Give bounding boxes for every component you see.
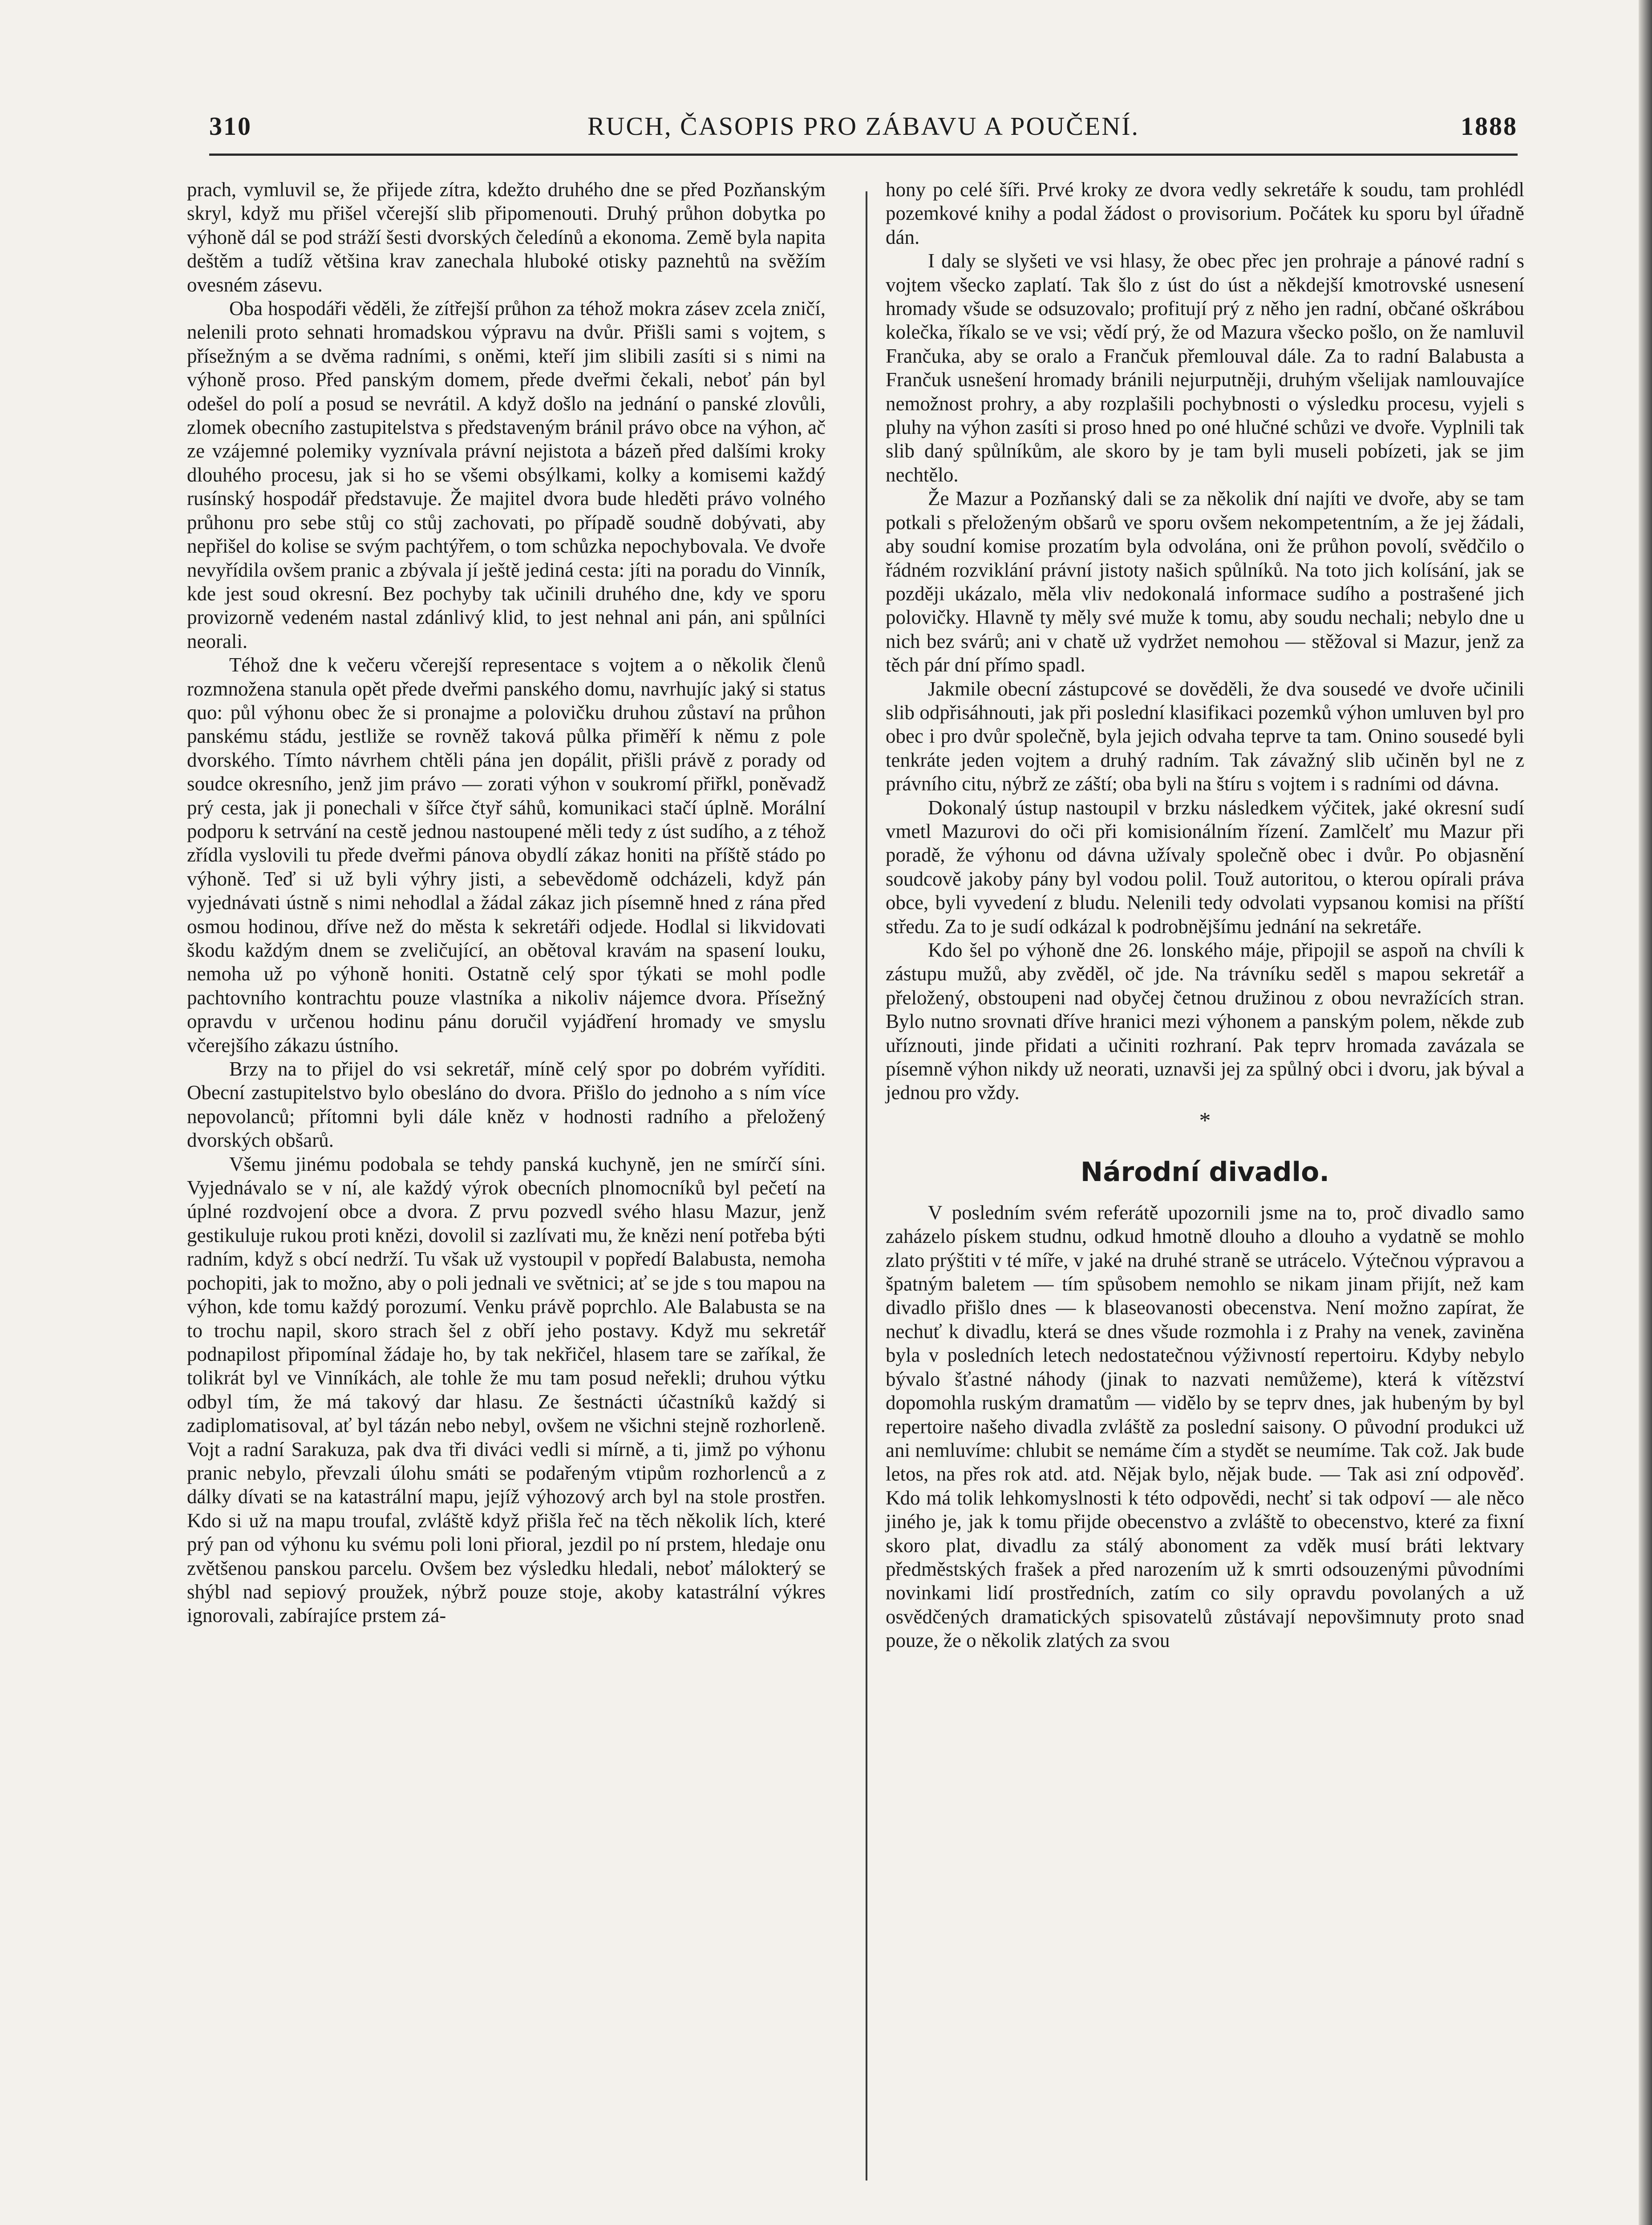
right-column: [886, 178, 1524, 1653]
section-separator-asterisk: *: [1199, 1108, 1211, 1133]
column-divider: [866, 191, 867, 2180]
paragraph: Kdo šel po výhoně dne 26. lonského máje, připojil se aspoň na chvíli k zástupu mužů, aby zvěděl, oč jde. Na trávníku seděl s mapou sekretář a přeložený, obstoupeni nad obyčej četnou družinou z obou nevražících stran. Bylo nutno srovnati dříve hranici mezi výhonem a panským polem, někde zub uříznouti, jinde přidati a učiniti rozhraní. Pak teprv hromada zavázala se písemně výhon nikdy už neorati, uznavši jej za spůlný obci i dvoru, jak býval a jednou pro vždy.: [886, 939, 1524, 1104]
page-number: 310: [209, 112, 252, 141]
publication-year: 1888: [1461, 112, 1518, 141]
page-edge-shadow: [1639, 0, 1652, 2225]
header-rule: [209, 154, 1518, 156]
paragraph: Jakmile obecní zástupcové se dověděli, že dva sousedé ve dvoře učinili slib odpřisáhnouti, jak při poslední klasifikaci pozemků výhon umluven byl pro obec i pro dvůr společně, byla jejich odvaha teprve ta tam. Onino sousedé byli tenkráte jeden vojtem a druhý radním. Tak závažný slib učiněn byl ne z právního citu, nýbrž ze záští; oba byli na štíru s vojtem i s radními od dávna.: [886, 677, 1524, 795]
paragraph: Brzy na to přijel do vsi sekretář, míně celý spor po dobrém vyříditi. Obecní zastupitelstvo bylo obesláno do dvora. Přišlo do jednoho a s ním více nepovolanců; přítomni byli dále kněz v hodnosti radního a přeložený dvorských obšarů.: [187, 1058, 826, 1152]
paragraph: I daly se slyšeti ve vsi hlasy, že obec přec jen prohraje a pánové radní s vojtem všecko zaplatí. Tak šlo z úst do úst a někdejší kmotrovské usnesení hromady všude se odsuzovalo; profitují prý z něho jen radní, občané oškrábou kolečka, říkalo se ve vsi; vědí prý, že od Mazura všecko pošlo, on že namluvil Frančuka, aby se oralo a Frančuk přemlouval dále. Za to radní Balabusta a Frančuk usnešení hromady bránili nejurputněji, druhým všelijak namlouvajíce nemožnost prohry, a aby rozplašili pochybnosti o výsledku procesu, vyjeli s pluhy na výhon zasíti si proso hned po oné hlučné schůzi ve dvoře. Vyplnili tak slib daný spůlníkům, ale skoro by je tam byli museli pobízeti, jak se jim nechtělo.: [886, 250, 1524, 486]
section-title: Národní divadlo.: [1080, 1156, 1330, 1188]
journal-title: RUCH, ČASOPIS PRO ZÁBAVU A POUČENÍ.: [587, 112, 1140, 141]
paragraph: Že Mazur a Pozňanský dali se za několik dní najíti ve dvoře, aby se tam potkali s přeloženým obšarů ve sporu ovšem nekompetentním, a že jej žádali, aby soudní komise prozatím byla odvolána, oni že průhon povolí, svědčilo o řádném rozviklání právní jistoty našich spůlníků. Na toto jich kolísání, jak se později ukázalo, měla vliv nedokonalá informace sudího a postrašené jich polovičky. Hlavně ty měly své muže k tomu, aby soudu nechali; nebylo dne u nich bez svárů; ani v chatě už vydržet nemohou — stěžoval si Mazur, jenž za těch pár dní přímo spadl.: [886, 487, 1524, 676]
paragraph: Dokonalý ústup nastoupil v brzku následkem výčitek, jaké okresní sudí vmetl Mazurovi do oči při komisionálním řízení. Zamlčelť mu Mazur při poradě, že výhonu od dávna užívaly společně obec i dvůr. Po objasnění soudcově jakoby pány byl vodou polil. Touž autoritou, o kterou opírali práva obce, byli vyvedení z bludu. Nelenili tedy odvolati vypsanou komisi na příští středu. Za to je sudí odkázal k podrobnějšímu jednání na sekretáře.: [886, 796, 1524, 938]
paragraph: Všemu jinému podobala se tehdy panská kuchyně, jen ne smírčí síni. Vyjednávalo se v ní, ale každý výrok obecních plnomocníků byl pečetí na úplné rozdvojení obce a dvora. Z prvu pozvedl svého hlasu Mazur, jenž gestikuluje rukou proti knězi, dovolil si zazlívati mu, že knězi není potřeba býti radním, když s obcí nedrží. Tu však už vystoupil v popředí Balabusta, nemoha pochopiti, jak to možno, aby o poli jednali ve světnici; ať se jde s tou mapou na výhon, kde tomu každý porozumí. Venku právě poprchlo. Ale Balabusta se na to trochu napil, skoro strach šel z obří jeho postavy. Když mu sekretář podnapilost připomínal žádaje ho, by tak nekřičel, hlasem tare se zaříkal, že tolikrát byl ve Vinníkách, ale tohle že mu tam posud neřekli; druhou výtku odbyl tím, že má takový dar hlasu. Ze šestnácti účastníků každý si zadiplomatisoval, ať byl tázán nebo nebyl, ovšem ne všichni stejně rozhorleně. Vojt a radní Sarakuza, pak dva tři diváci vedli si mírně, a ti, jimž po výhonu pranic nebylo, převzali úlohu smáti se podařeným vtipům rozhorlenců a z dálky dívati se na katastrální mapu, jejíž výhozový arch byl na stole prostřen. Kdo si už na mapu troufal, zvláště když přišla řeč na těch několik lích, které prý pan od výhonu ku svému poli loni přioral, jezdil po ní prstem, hledaje onu zvětšenou panskou parcelu. Ovšem bez výsledku hledali, neboť málokterý se shýbl nad sepiový proužek, nýbrž pouze stoje, akoby katastrální výkres ignorovali, zabírajíce prstem zá-: [187, 1153, 826, 1627]
paragraph: prach, vymluvil se, že přijede zítra, kdežto druhého dne se před Pozňanským skryl, když mu přišel včerejší slib připomenouti. Druhý průhon dobytka po výhoně dál se pod stráží šesti dvorských čeledínů a ekonoma. Země byla napita deštěm a tudíž většina krav zanechala hluboké otisky paznehtů na svěžím ovesném zásevu.: [187, 178, 826, 296]
paragraph: hony po celé šíři. Prvé kroky ze dvora vedly sekretáře k soudu, tam prohlédl pozemkové knihy a podal žádost o provisorium. Počátek ku sporu byl úřadně dán.: [886, 178, 1524, 248]
paragraph: Téhož dne k večeru včerejší representace s vojtem a o několik členů rozmnožena stanula opět přede dveřmi panského domu, navrhujíc jaký si status quo: půl výhonu obec že si pronajme a polovičku druhou zůstaví na průhon panskému stádu, jestliže se rovněž taková půlka přiměří k němu z pole dvorského. Tímto návrhem chtěli pána jen dopálit, přišli právě z porady od soudce okresního, jenž jim právo — zorati výhon v soukromí přiřkl, poněvadž prý cesta, jak ji ponechali v šířce čtyř sáhů, komunikaci stačí úplně. Morální podporu k setrvání na cestě jednou nastoupené měli tedy z úst sudího, a z téhož zřídla vyslovili tu přede dveřmi pánova obydlí zákaz honiti na příště stádo po výhoně. Teď si už byli výhry jisti, a sebevědomě odcházeli, když pán vyjednávati ústně s nimi nehodlal a žádal zákaz jich písemně hned z rána před osmou hodinou, dříve než do města k sekretáři odjede. Hodlal si likvidovati škodu každým dnem se zveličující, an obětoval kravám na spasení louku, nemoha už po výhoně honiti. Ostatně celý spor týkati se mohl podle pachtovního kontrachtu pouze vlastníka a nikoliv nájemce dvora. Přísežný opravdu v určenou hodinu pánu doručil vyjádření hromady ve smyslu včerejšího zákazu ústního.: [187, 654, 826, 1056]
left-column: [187, 178, 826, 1628]
paragraph: Oba hospodáři věděli, že zítřejší průhon za téhož mokra zásev zcela zničí, nelenili proto sehnati hromadskou výpravu na dvůr. Přišli sami s vojtem, s přísežným a se dvěma radními, s oněmi, kteří jim slibili zasíti si s nimi na výhoně proso. Před panským domem, přede dveřmi čekali, neboť pán byl odešel do polí a posud se nevrátil. A když došlo na jednání o panské zlovůli, zlomek obecního zastupitelstva s představeným bránil právo obce na výhon, ač ze vzájemné polemiky vyznívala právní nejistota a bázeň před dalšími kroky dlouhého procesu, jak si ho se všemi obsýlkami, kolky a komisemi každý rusínský hospodář představuje. Že majitel dvora bude hleděti právo volného průhonu pro sebe stůj co stůj zachovati, po případě soudně dobývati, aby nepřišel do kolise se svým pachtýřem, o tom schůzka nepochybovala. Ve dvoře nevyřídila ovšem pranic a zbývala jí ještě jediná cesta: jíti na poradu do Vinník, kde jest soud okresní. Bez pochyby tak učinili druhého dne, kdy ve sporu provizorně vedeném nastal zdánlivý klid, to jest nehnal ani pán, ani spůlníci neorali.: [187, 297, 826, 652]
paragraph: V posledním svém referátě upozornili jsme na to, proč divadlo samo zaházelo pískem studnu, odkud hmotně dlouho a dlouho a vydatně se mohlo zlato prýštiti v té míře, v jaké na druhé straně se utrácelo. Výtečnou výpravou a špatným baletem — tím spůsobem nemohlo se nikam jinam přijít, než kam divadlo přišlo dnes — k blaseovanosti obecenstva. Není možno zapírat, že nechuť k divadlu, která se dnes všude rozmohla i z Prahy na venek, zaviněna byla v posledních letech nedostatečnou výživností repertoiru. Kdyby nebylo bývalo šťastné náhody (jinak to nazvati nemůžeme), která k vítězství dopomohla ruským dramatům — vidělo by se teprv dnes, jak hubeným by byl repertoire našeho divadla zvláště za poslední saisony. O původní produkci už ani nemluvíme: chlubit se nemáme čím a stydět se neumíme. Tak což. Jak bude letos, na přes rok atd. atd. Nějak bylo, nějak bude. — Tak asi zní odpověď. Kdo má tolik lehkomyslnosti k této odpovědi, nechť si tak odpoví — ale něco jiného je, jak k tomu přijde obecenstvo a zvláště to obecenstvo, které za fixní skoro plat, divadlu za stálý abonoment za vděk musí bráti lektvary předměstských frašek a před narozením už k smrti odsouzenými původními novinkami lidí prostředních, zatím co sily opravdu povolaných a už osvědčených dramatických spisovatelů zůstávají nepovšimnuty proto snad pouze, že o několik zlatých za svou: [886, 1201, 1524, 1652]
page-header: [209, 105, 1518, 145]
